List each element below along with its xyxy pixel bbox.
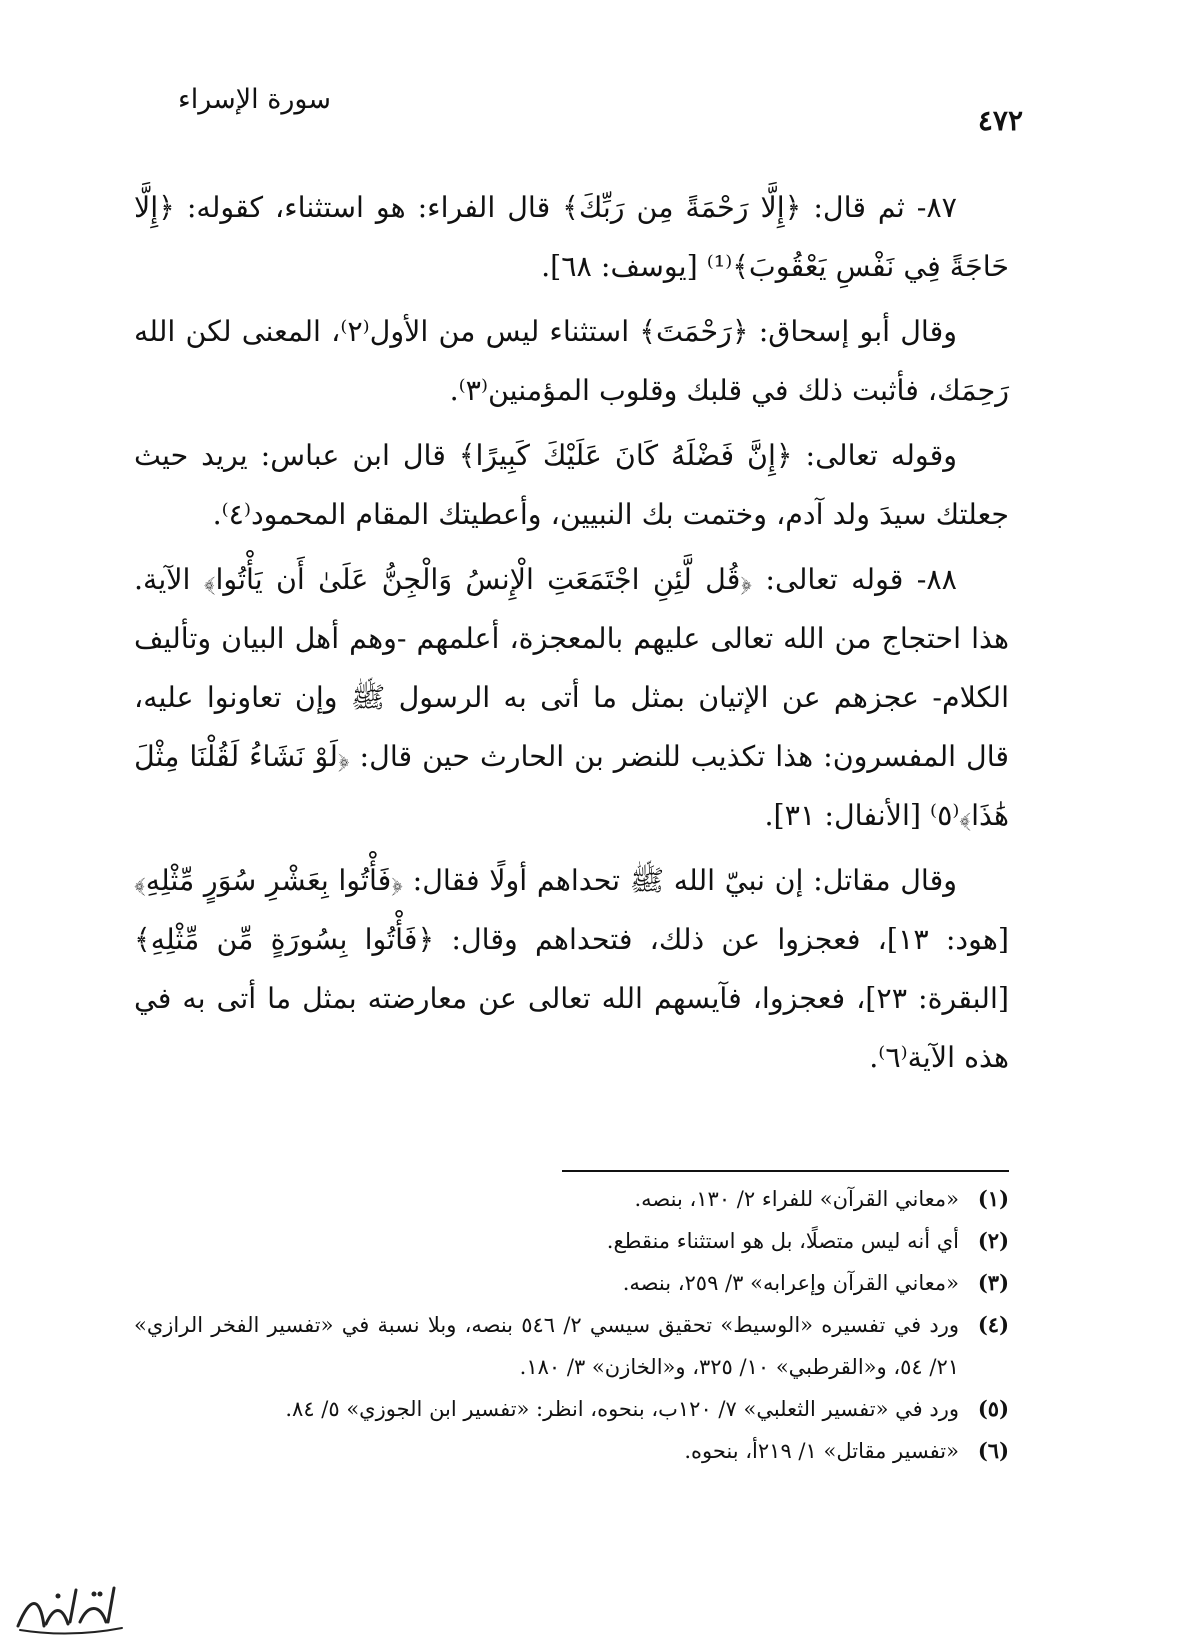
footnote-number: (٢): [977, 1228, 1009, 1253]
paragraph-abu-ishaq: وقال أبو إسحاق: ﴿رَحْمَتَ﴾ استثناء ليس من الأول⁽٢⁾، المعنى لكن الله رَحِمَك، فأثبت ذلك في قلبك وقلوب المؤمنين⁽٣⁾.: [134, 315, 1009, 407]
footnote-number: (٣): [977, 1270, 1009, 1295]
calligraphy-logo-svg: [10, 1576, 130, 1640]
footnote-text: «معاني القرآن» للفراء ٢/ ١٣٠، بنصه.: [634, 1187, 959, 1211]
paragraph-87: ٨٧- ثم قال: ﴿إِلَّا رَحْمَةً مِن رَبِّكَ﴾ قال الفراء: هو استثناء، كقوله: ﴿إِلَّا حَاجَةً فِي نَفْسِ يَعْقُوبَ﴾⁽¹⁾ [يوسف: ٦٨].: [134, 191, 1009, 283]
footnote-divider: [562, 1170, 1009, 1172]
footnote-number: (٥): [977, 1396, 1009, 1421]
footnote-number: (١): [977, 1186, 1009, 1211]
footnote-2: [134, 1220, 1009, 1262]
footnote-4: [134, 1304, 1009, 1388]
paragraph-muqatil: وقال مقاتل: إن نبيّ الله ﷺ تحداهم أولًا فقال: ﴿فَأْتُوا بِعَشْرِ سُوَرٍ مِّثْلِهِ﴾ [هود: ١٣]، فعجزوا عن ذلك، فتحداهم وقال: ﴿فَأْتُوا بِسُورَةٍ مِّن مِّثْلِهِ﴾ [البقرة: ٢٣]، فعجزوا، فآيسهم الله تعالى عن معارضته بمثل ما أتى به في هذه الآية⁽٦⁾.: [134, 864, 1009, 1074]
running-header: [0, 84, 1185, 137]
footnote-text: ورد في «تفسير الثعلبي» ٧/ ١٢٠ب، بنحوه، انظر: «تفسير ابن الجوزي» ٥/ ٨٤.: [285, 1397, 959, 1421]
footnote-text: أي أنه ليس متصلًا، بل هو استثناء منقطع.: [606, 1229, 959, 1253]
footnote-number: (٤): [977, 1312, 1009, 1337]
footnote-text: «معاني القرآن وإعرابه» ٣/ ٢٥٩، بنصه.: [622, 1271, 959, 1295]
main-text: [134, 178, 1009, 1093]
paragraph-ibn-abbas: وقوله تعالى: ﴿إِنَّ فَضْلَهُ كَانَ عَلَيْكَ كَبِيرًا﴾ قال ابن عباس: يريد حيث جعلتك سيدَ ولد آدم، وختمت بك النبيين، وأعطيتك المقام المحمود⁽٤⁾.: [134, 439, 1009, 531]
paragraph-88: ٨٨- قوله تعالى: ﴿قُل لَّئِنِ اجْتَمَعَتِ الْإِنسُ وَالْجِنُّ عَلَىٰ أَن يَأْتُوا﴾ الآية. هذا احتجاج من الله تعالى عليهم بالمعجزة، أعلمهم -وهم أهل البيان وتأليف الكلام- عجزهم عن الإتيان بمثل ما أتى به الرسول ﷺ وإن تعاونوا عليه، قال المفسرون: هذا تكذيب للنضر بن الحارث حين قال: ﴿لَوْ نَشَاءُ لَقُلْنَا مِثْلَ هَٰذَا﴾⁽٥⁾ [الأنفال: ٣١].: [134, 563, 1009, 832]
footnote-5: [134, 1388, 1009, 1430]
footnote-1: [134, 1178, 1009, 1220]
footnote-text: «تفسير مقاتل» ١/ ٢١٩أ، بنحوه.: [684, 1439, 959, 1463]
footnote-3: [134, 1262, 1009, 1304]
footnotes: [134, 1178, 1009, 1472]
footnote-text: ورد في تفسيره «الوسيط» تحقيق سيسي ٢/ ٥٤٦ بنصه، وبلا نسبة في «تفسير الفخر الرازي» ٢١/ ٥٤، و«القرطبي» ١٠/ ٣٢٥، و«الخازن» ٣/ ١٨٠.: [134, 1313, 959, 1379]
surah-title: سورة الإسراء: [178, 84, 331, 115]
footnote-number: (٦): [977, 1438, 1009, 1463]
footnote-6: [134, 1430, 1009, 1472]
page-number: ٤٧٢: [977, 104, 1023, 137]
calligraphy-logo-icon: [10, 1576, 130, 1640]
